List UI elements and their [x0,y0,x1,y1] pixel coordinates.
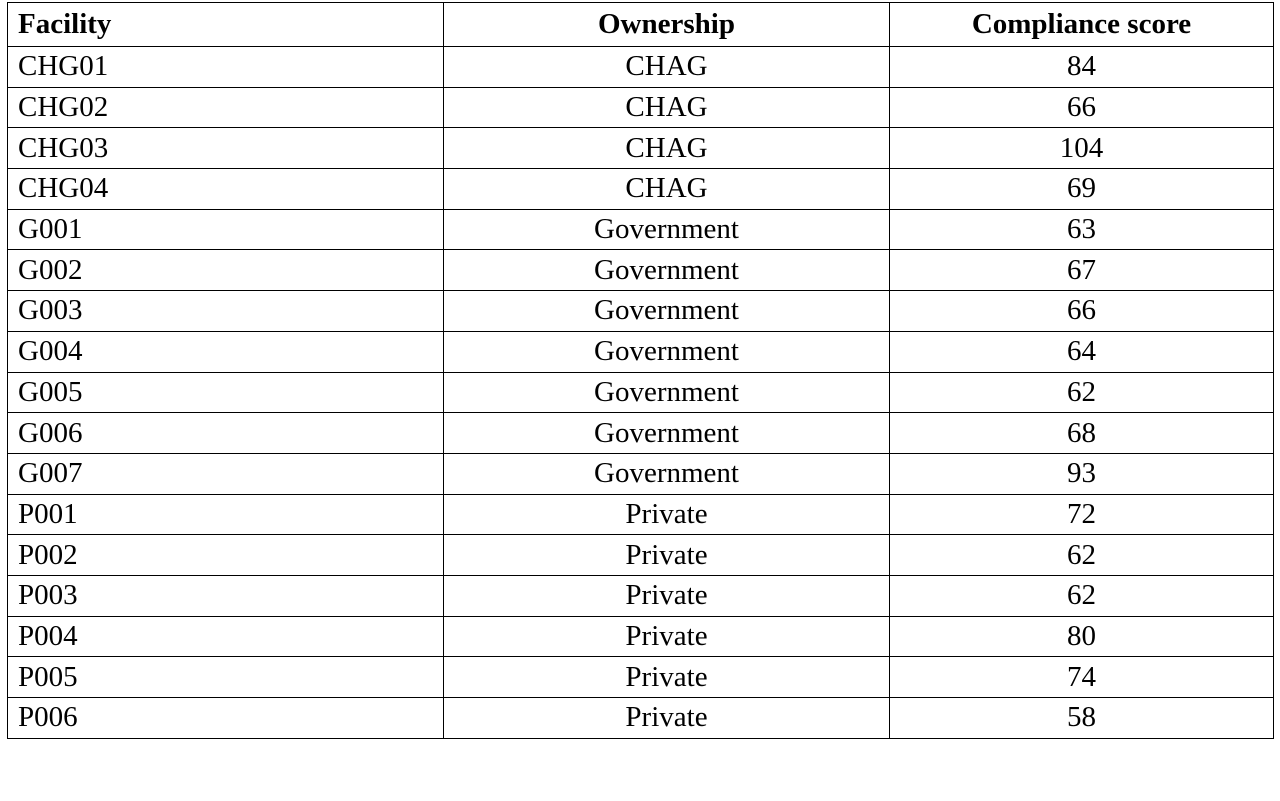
cell-facility: G001 [8,209,444,250]
cell-facility: P002 [8,535,444,576]
cell-compliance-score: 58 [890,698,1274,739]
cell-compliance-score: 67 [890,250,1274,291]
cell-ownership: Government [444,250,890,291]
cell-ownership: CHAG [444,87,890,128]
cell-ownership: Government [444,453,890,494]
cell-compliance-score: 80 [890,616,1274,657]
table-row [8,494,1274,535]
cell-compliance-score: 66 [890,291,1274,332]
cell-facility: G002 [8,250,444,291]
cell-compliance-score: 69 [890,169,1274,210]
cell-ownership: CHAG [444,169,890,210]
cell-compliance-score: 68 [890,413,1274,454]
table-row [8,331,1274,372]
cell-ownership: Government [444,209,890,250]
table-row [8,209,1274,250]
cell-facility: CHG04 [8,169,444,210]
table-header [8,3,1274,47]
table-body [8,47,1274,739]
cell-facility: CHG02 [8,87,444,128]
cell-ownership: Private [444,575,890,616]
cell-ownership: Government [444,291,890,332]
table-row [8,453,1274,494]
cell-ownership: Government [444,372,890,413]
cell-facility: CHG03 [8,128,444,169]
cell-facility: G003 [8,291,444,332]
cell-compliance-score: 62 [890,575,1274,616]
cell-ownership: CHAG [444,128,890,169]
cell-compliance-score: 64 [890,331,1274,372]
table-row [8,698,1274,739]
cell-facility: P003 [8,575,444,616]
cell-facility: G005 [8,372,444,413]
table-row [8,657,1274,698]
cell-compliance-score: 66 [890,87,1274,128]
table-row [8,535,1274,576]
table-row [8,413,1274,454]
cell-facility: G007 [8,453,444,494]
cell-facility: CHG01 [8,47,444,88]
table-row [8,575,1274,616]
facility-compliance-table [7,2,1274,739]
table-row [8,128,1274,169]
cell-facility: P006 [8,698,444,739]
header-ownership: Ownership [444,3,890,47]
cell-ownership: Private [444,616,890,657]
header-facility: Facility [8,3,444,47]
cell-compliance-score: 93 [890,453,1274,494]
cell-compliance-score: 63 [890,209,1274,250]
cell-ownership: Private [444,535,890,576]
table-row [8,87,1274,128]
table-row [8,291,1274,332]
header-compliance-score: Compliance score [890,3,1274,47]
cell-facility: P001 [8,494,444,535]
cell-ownership: Private [444,657,890,698]
table-row [8,372,1274,413]
table-row [8,169,1274,210]
cell-compliance-score: 62 [890,372,1274,413]
cell-ownership: Private [444,494,890,535]
cell-facility: G006 [8,413,444,454]
cell-ownership: Government [444,413,890,454]
cell-ownership: CHAG [444,47,890,88]
cell-ownership: Private [444,698,890,739]
cell-compliance-score: 84 [890,47,1274,88]
table-row [8,616,1274,657]
cell-compliance-score: 62 [890,535,1274,576]
cell-facility: P005 [8,657,444,698]
table-row [8,47,1274,88]
cell-compliance-score: 74 [890,657,1274,698]
cell-compliance-score: 72 [890,494,1274,535]
cell-facility: G004 [8,331,444,372]
cell-ownership: Government [444,331,890,372]
cell-facility: P004 [8,616,444,657]
cell-compliance-score: 104 [890,128,1274,169]
table-row [8,250,1274,291]
header-row [8,3,1274,47]
